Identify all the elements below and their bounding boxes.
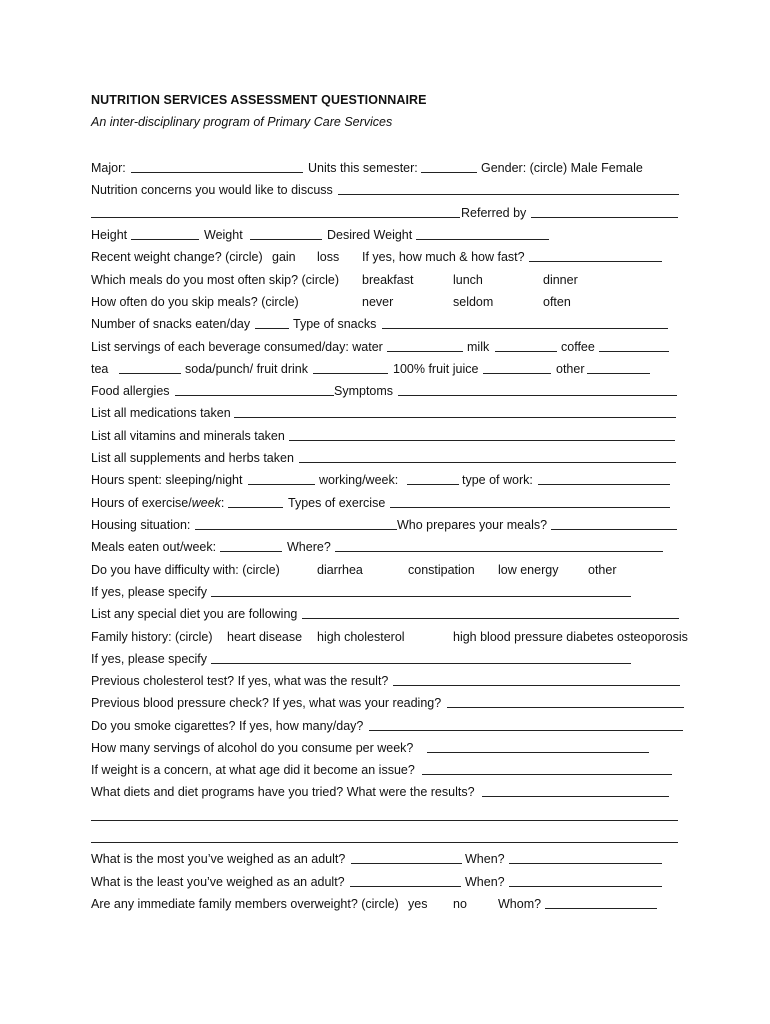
vitamins-field[interactable] [289, 428, 675, 441]
bp-diabetes-osteoporosis-options[interactable]: high blood pressure diabetes osteoporosis [453, 630, 688, 644]
units-label: Units this semester: [308, 161, 418, 175]
milk-field[interactable] [495, 339, 557, 352]
food-allergies-field[interactable] [175, 383, 334, 396]
hours-sleeping-field[interactable] [248, 472, 315, 485]
snacks-per-day-field[interactable] [255, 316, 289, 329]
most-weighed-when-field[interactable] [509, 851, 662, 864]
symptoms-field[interactable] [398, 383, 677, 396]
water-field[interactable] [387, 339, 463, 352]
other-beverage-label: other [556, 362, 585, 376]
soda-field[interactable] [313, 361, 388, 374]
form-subtitle: An inter-disciplinary program of Primary Care Services [91, 115, 393, 129]
dinner-option[interactable]: dinner [543, 273, 578, 287]
smoke-field[interactable] [369, 718, 683, 731]
family-history-specify-label: If yes, please specify [91, 652, 208, 666]
breakfast-option[interactable]: breakfast [362, 273, 414, 287]
difficulty-label: Do you have difficulty with: (circle) [91, 563, 280, 577]
coffee-label: coffee [561, 340, 595, 354]
smoke-label: Do you smoke cigarettes? If yes, how many/day? [91, 719, 364, 733]
supplements-field[interactable] [299, 450, 676, 463]
food-allergies-label: Food allergies [91, 384, 170, 398]
where-field[interactable] [335, 539, 663, 552]
meals-out-label: Meals eaten out/week: [91, 540, 217, 554]
who-prepares-field[interactable] [551, 517, 677, 530]
type-of-snacks-label: Type of snacks [293, 317, 377, 331]
lunch-option[interactable]: lunch [453, 273, 483, 287]
housing-field[interactable] [195, 517, 397, 530]
cholesterol-test-field[interactable] [393, 673, 680, 686]
whom-label: Whom? [498, 897, 542, 911]
desired-weight-label: Desired Weight [327, 228, 413, 242]
nutrition-concerns-continued-field[interactable] [91, 205, 460, 218]
bp-check-label: Previous blood pressure check? If yes, what was your reading? [91, 696, 442, 710]
constipation-option[interactable]: constipation [408, 563, 475, 577]
coffee-field[interactable] [599, 339, 669, 352]
least-weighed-label: What is the least you’ve weighed as an adult? [91, 875, 345, 889]
alcohol-label: How many servings of alcohol do you consume per week? [91, 741, 414, 755]
exercise-label-week: week [191, 496, 221, 510]
beverage-water-label: List servings of each beverage consumed/day: water [91, 340, 383, 354]
family-history-specify-field[interactable] [211, 651, 631, 664]
type-of-work-label: type of work: [462, 473, 533, 487]
seldom-option[interactable]: seldom [453, 295, 494, 309]
difficulty-specify-field[interactable] [211, 584, 631, 597]
desired-weight-field[interactable] [416, 227, 549, 240]
how-much-label: If yes, how much & how fast? [362, 250, 525, 264]
medications-label: List all medications taken [91, 406, 231, 420]
working-week-label: working/week: [319, 473, 399, 487]
soda-label: soda/punch/ fruit drink [185, 362, 308, 376]
heart-disease-option[interactable]: heart disease [227, 630, 303, 644]
medications-field[interactable] [234, 405, 676, 418]
exercise-label-prefix: Hours of exercise/ [91, 496, 192, 510]
special-diet-label: List any special diet you are following [91, 607, 298, 621]
major-field[interactable] [131, 160, 303, 173]
exercise-label-suffix: : [220, 496, 225, 510]
major-label: Major: [91, 161, 126, 175]
cholesterol-test-label: Previous cholesterol test? If yes, what was the result? [91, 674, 389, 688]
skip-frequency-label: How often do you skip meals? (circle) [91, 295, 299, 309]
fruit-juice-field[interactable] [483, 361, 551, 374]
referred-by-label: Referred by [461, 206, 527, 220]
family-history-label: Family history: (circle) [91, 630, 213, 644]
where-label: Where? [287, 540, 331, 554]
tea-field[interactable] [119, 361, 181, 374]
other-difficulty-option[interactable]: other [588, 563, 617, 577]
most-weighed-label: What is the most you’ve weighed as an adult? [91, 852, 346, 866]
most-weighed-when-label: When? [465, 852, 505, 866]
never-option[interactable]: never [362, 295, 394, 309]
alcohol-field[interactable] [427, 740, 649, 753]
other-beverage-field[interactable] [587, 361, 650, 374]
weight-field[interactable] [250, 227, 322, 240]
weight-concern-label: If weight is a concern, at what age did it become an issue? [91, 763, 415, 777]
least-weighed-field[interactable] [350, 874, 461, 887]
bp-check-field[interactable] [447, 695, 684, 708]
yes-option[interactable]: yes [408, 897, 428, 911]
diets-tried-label: What diets and diet programs have you tried? What were the results? [91, 785, 475, 799]
diarrhea-option[interactable]: diarrhea [317, 563, 363, 577]
housing-label: Housing situation: [91, 518, 191, 532]
types-of-exercise-field[interactable] [390, 495, 670, 508]
high-cholesterol-option[interactable]: high cholesterol [317, 630, 405, 644]
referred-by-field[interactable] [531, 205, 678, 218]
nutrition-concerns-field[interactable] [338, 182, 679, 195]
meals-out-field[interactable] [220, 539, 282, 552]
vitamins-label: List all vitamins and minerals taken [91, 429, 285, 443]
loss-option[interactable]: loss [317, 250, 340, 264]
who-prepares-label: Who prepares your meals? [397, 518, 548, 532]
how-much-field[interactable] [529, 249, 662, 262]
often-option[interactable]: often [543, 295, 571, 309]
fruit-juice-label: 100% fruit juice [393, 362, 479, 376]
form-title: NUTRITION SERVICES ASSESSMENT QUESTIONNAIRE [91, 93, 427, 107]
supplements-label: List all supplements and herbs taken [91, 451, 294, 465]
diets-tried-continuation-line-2[interactable] [91, 842, 678, 843]
height-label: Height [91, 228, 128, 242]
symptoms-label: Symptoms [334, 384, 394, 398]
units-field[interactable] [421, 160, 477, 173]
weight-label: Weight [204, 228, 243, 242]
diets-tried-field[interactable] [482, 784, 669, 797]
working-week-field[interactable] [407, 472, 459, 485]
low-energy-option[interactable]: low energy [498, 563, 559, 577]
milk-label: milk [467, 340, 490, 354]
gain-option[interactable]: gain [272, 250, 296, 264]
type-of-snacks-field[interactable] [382, 316, 668, 329]
special-diet-field[interactable] [302, 606, 679, 619]
exercise-label [91, 495, 224, 511]
tea-label: tea [91, 362, 109, 376]
type-of-work-field[interactable] [538, 472, 670, 485]
least-weighed-when-label: When? [465, 875, 505, 889]
snacks-per-day-label: Number of snacks eaten/day [91, 317, 251, 331]
nutrition-concerns-label: Nutrition concerns you would like to discuss [91, 183, 333, 197]
difficulty-specify-label: If yes, please specify [91, 585, 208, 599]
meals-skip-label: Which meals do you most often skip? (circle) [91, 273, 340, 287]
recent-weight-change-label: Recent weight change? (circle) [91, 250, 263, 264]
weight-concern-field[interactable] [422, 762, 672, 775]
types-of-exercise-label: Types of exercise [288, 496, 386, 510]
whom-field[interactable] [545, 896, 657, 909]
no-option[interactable]: no [453, 897, 467, 911]
most-weighed-field[interactable] [351, 851, 462, 864]
gender-label: Gender: (circle) Male Female [481, 161, 643, 175]
least-weighed-when-field[interactable] [509, 874, 662, 887]
diets-tried-continuation-line-1[interactable] [91, 820, 678, 821]
height-field[interactable] [131, 227, 199, 240]
hours-sleeping-label: Hours spent: sleeping/night [91, 473, 243, 487]
family-overweight-label: Are any immediate family members overweight? (circle) [91, 897, 399, 911]
exercise-hours-field[interactable] [228, 495, 283, 508]
